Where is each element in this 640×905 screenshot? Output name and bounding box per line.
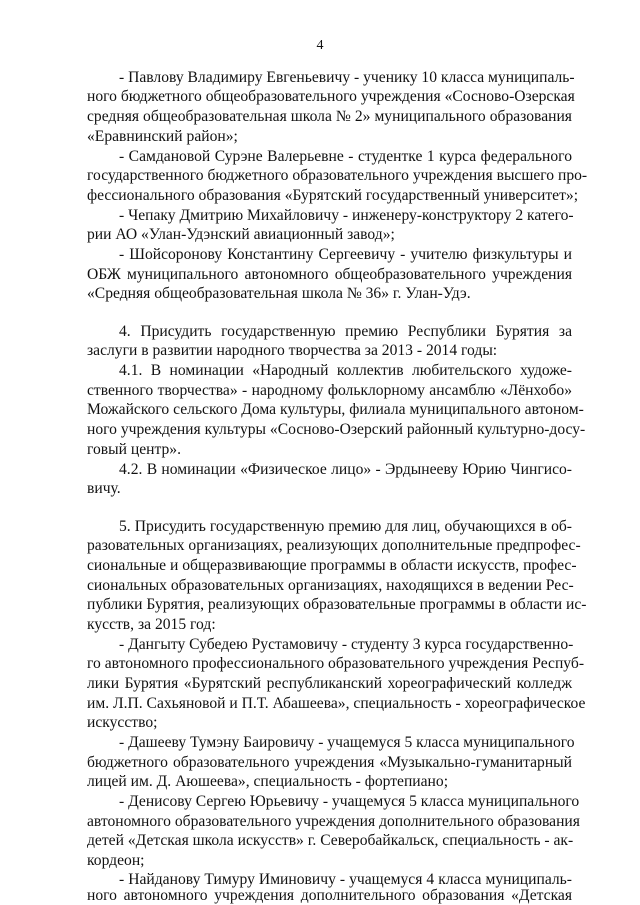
text-line: 5. Присудить государственную премию для лиц, обучающихся в об-: [119, 518, 572, 535]
text-line: 4.1. В номинации «Народный коллектив любительского художе-: [119, 362, 572, 379]
text-line: - Дашееву Тумэну Баировичу - учащемуся 5 класса муниципального: [119, 734, 575, 751]
text-line: - Самдановой Сурэне Валерьевне - студентке 1 курса федерального: [119, 148, 572, 165]
text-line: - Найданову Тимуру Иминовичу - учащемуся 4 класса муниципаль-: [119, 871, 572, 888]
page-number: 4: [316, 38, 324, 53]
text-line: государственного бюджетного образовательного учреждения высшего про-: [87, 167, 588, 184]
text-line: лицей им. Д. Аюшеева», специальность - фортепиано;: [87, 773, 449, 790]
text-line: бюджетного образовательного учреждения «Музыкально-гуманитарный: [87, 754, 572, 771]
text-line: го автономного профессионального образовательного учреждения Респуб-: [87, 655, 585, 672]
text-line: ного бюджетного общеобразовательного учреждения «Сосново-Озерская: [87, 88, 575, 105]
text-line: фессионального образования «Бурятский государственный университет»;: [87, 187, 579, 204]
text-line: Можайского сельского Дома культуры, филиала муниципального автоном-: [87, 401, 584, 418]
text-line: говый центр».: [87, 441, 181, 458]
text-line: лики Бурятия «Бурятский республиканский хореографический колледж: [87, 675, 572, 692]
text-line: кордеон;: [87, 852, 145, 869]
text-line: 4.2. В номинации «Физическое лицо» - Эрдынееву Юрию Чингисо-: [119, 461, 572, 478]
text-line: вичу.: [87, 480, 121, 497]
text-line: публики Бурятия, реализующих образовательные программы в области ис-: [87, 596, 587, 613]
text-line: - Чепаку Дмитрию Михайловичу - инженеру-конструктору 2 катего-: [119, 207, 574, 224]
text-line: - Шойсоронову Константину Сергеевичу - учителю физкультуры и: [119, 246, 572, 263]
text-line: разовательных организациях, реализующих дополнительные предпрофес-: [87, 537, 581, 554]
text-line: ОБЖ муниципального автономного общеобразовательного учреждения: [87, 266, 572, 283]
text-line: заслуги в развитии народного творчества за 2013 - 2014 годы:: [87, 342, 498, 359]
text-line: рии АО «Улан-Удэнский авиационный завод»;: [87, 226, 395, 243]
text-line: ного учреждения культуры «Сосново-Озерский районный культурно-досу-: [87, 421, 586, 438]
text-line: «Еравнинский район»;: [87, 128, 238, 145]
text-line: искусство;: [87, 714, 158, 731]
text-line: средняя общеобразовательная школа № 2» муниципального образования: [87, 108, 572, 125]
text-line: детей «Детская школа искусств» г. Северобайкальск, специальность - ак-: [87, 832, 574, 849]
text-line: сиональные и общеразвивающие программы в области искусств, профес-: [87, 557, 577, 574]
text-line: - Дангыту Субедею Рустамовичу - студенту 3 курса государственно-: [119, 636, 574, 653]
text-line: 4. Присудить государственную премию Республики Бурятия за: [119, 323, 572, 340]
text-line: - Денисову Сергею Юрьевичу - учащемуся 5 класса муниципального: [119, 793, 580, 810]
text-line: автономного образовательного учреждения дополнительного образования: [87, 813, 580, 830]
text-line: - Павлову Владимиру Евгеньевичу - ученику 10 класса муниципаль-: [119, 69, 575, 86]
text-line: ного автономного учреждения дополнительного образования «Детская: [87, 887, 572, 904]
text-line: ственного творчества» - народному фольклорному ансамблю «Лёнхобо»: [87, 382, 572, 399]
text-line: «Средняя общеобразовательная школа № 36» г. Улан-Удэ.: [87, 285, 471, 302]
text-line: сиональных образовательных организациях, находящихся в ведении Рес-: [87, 577, 574, 594]
text-line: кусств, за 2015 год:: [87, 616, 216, 633]
text-line: им. Л.П. Сахьяновой и П.Т. Абашеева», специальность - хореографическое: [87, 695, 586, 712]
